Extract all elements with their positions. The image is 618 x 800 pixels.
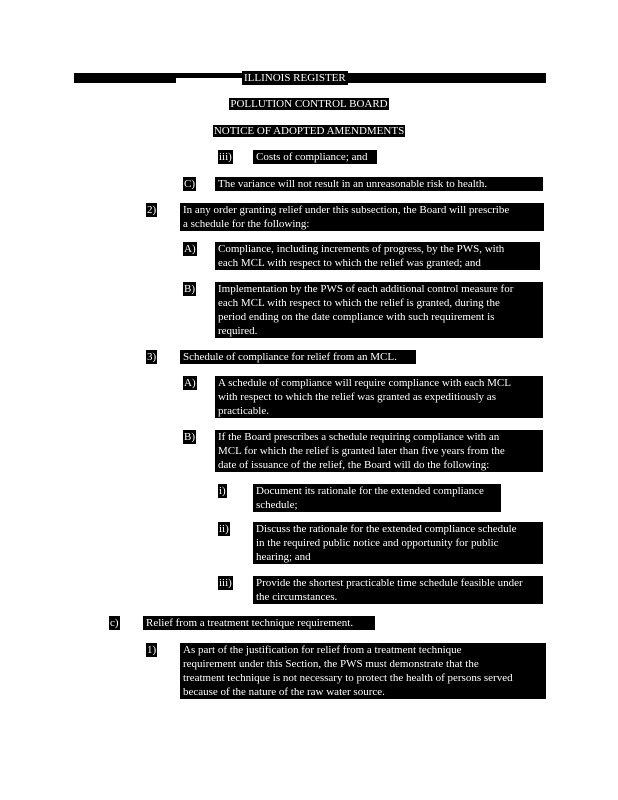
item-label: iii) [219,577,232,589]
item-label: C) [184,178,195,190]
item-text: The variance will not result in an unreasonable risk to health. [215,177,543,191]
item-label: 2) [147,204,157,216]
item-text: Relief from a treatment technique requirement. [143,616,375,630]
item-label: A) [184,377,196,389]
item-text: In any order granting relief under this subsection, the Board will prescribe a schedule for the following: [180,203,544,231]
item-label: c) [110,617,119,629]
item-text: Costs of compliance; and [253,150,377,164]
item-label: ii) [219,523,229,535]
notice-title: NOTICE OF ADOPTED AMENDMENTS [213,125,405,137]
item-label: 1) [147,644,157,656]
item-text: Implementation by the PWS of each additional control measure for each MCL with respect to which the relief is granted, during the period ending on the date compliance with such requirement is required. [215,282,543,338]
item-text: Schedule of compliance for relief from an MCL. [180,350,416,364]
register-title: ILLINOIS REGISTER [244,72,346,84]
header-rule-gap [176,78,242,83]
item-label: i) [219,485,226,497]
item-label: A) [184,243,196,255]
item-text: Discuss the rationale for the extended compliance schedule in the required public notice and opportunity for public hearing; and [253,522,543,564]
item-text: Provide the shortest practicable time schedule feasible under the circumstances. [253,576,543,604]
item-label: B) [184,431,195,443]
item-text: As part of the justification for relief from a treatment technique requirement under this Section, the PWS must demonstrate that the treatment technique is not necessary to protect the health of persons served because of the nature of the raw water source. [180,643,546,699]
item-label: iii) [219,151,232,163]
item-text: Document its rationale for the extended compliance schedule; [253,484,501,512]
item-text: A schedule of compliance will require compliance with each MCL with respect to which the relief was granted as expeditiously as practicable. [215,376,543,418]
item-text: If the Board prescribes a schedule requiring compliance with an MCL for which the relief is granted later than five years from the date of issuance of the relief, the Board will do the following: [215,430,543,472]
board-title: POLLUTION CONTROL BOARD [230,98,388,110]
item-label: B) [184,283,195,295]
item-label: 3) [147,351,157,363]
item-text: Compliance, including increments of progress, by the PWS, with each MCL with respect to which the relief was granted; and [215,242,540,270]
